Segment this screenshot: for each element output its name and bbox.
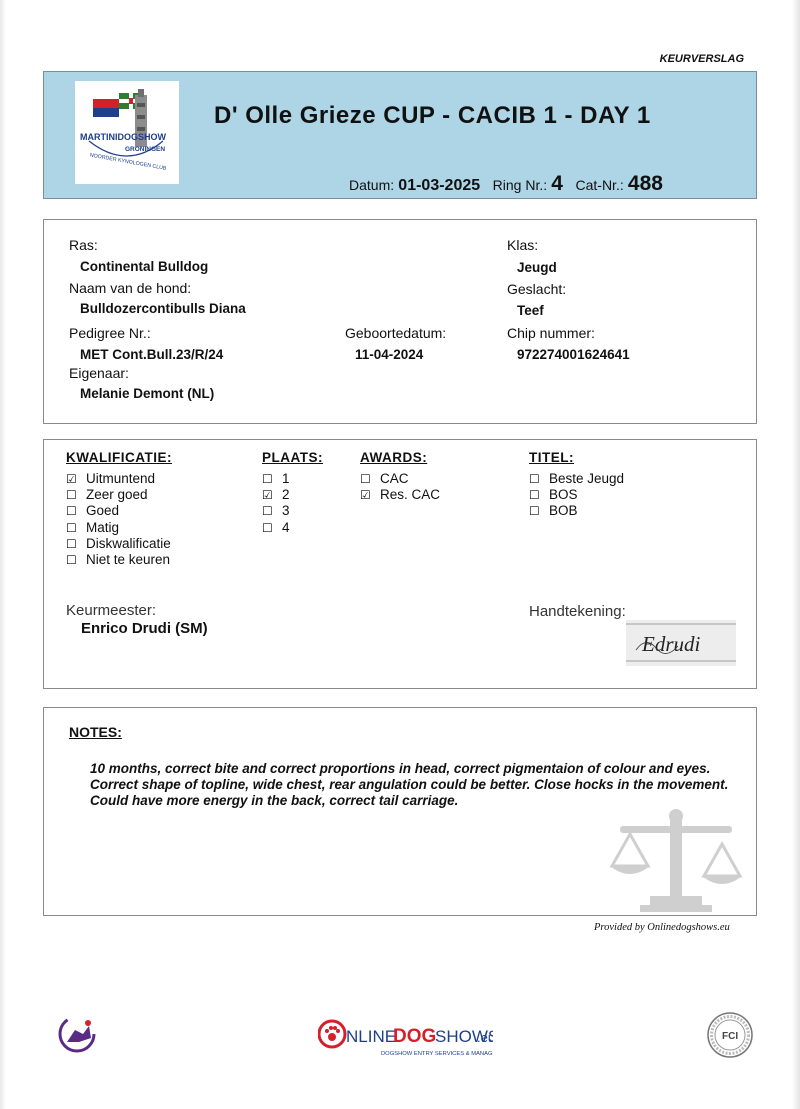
notes-section bbox=[43, 707, 757, 916]
plaats-option[interactable] bbox=[262, 487, 290, 502]
show-meta bbox=[349, 172, 663, 196]
kwalificatie-option[interactable] bbox=[66, 536, 171, 551]
checkbox-icon[interactable]: ☐ bbox=[262, 520, 273, 535]
kwalificatie-option[interactable] bbox=[66, 520, 119, 535]
ring-label: Ring Nr.: bbox=[492, 177, 548, 193]
titel-option-label: BOS bbox=[549, 487, 578, 503]
plaats-option[interactable] bbox=[262, 520, 290, 535]
titel-option-label: BOB bbox=[549, 503, 578, 519]
checkbox-icon[interactable]: ☐ bbox=[262, 504, 273, 519]
eigenaar-label: Eigenaar: bbox=[69, 365, 129, 381]
scales-of-justice-icon bbox=[610, 806, 745, 916]
plaats-option[interactable] bbox=[262, 471, 290, 486]
document-type-label: KEURVERSLAG bbox=[659, 53, 744, 65]
martini-dogshow-logo bbox=[75, 81, 179, 184]
kwalificatie-option-label: Niet te keuren bbox=[86, 552, 171, 567]
checkbox-icon[interactable]: ☐ bbox=[66, 488, 77, 503]
dog-info-section bbox=[43, 219, 757, 424]
logo-tagline: DOGSHOW ENTRY SERVICES & MANAG bbox=[381, 1051, 493, 1057]
pedigree-value: MET Cont.Bull.23/R/24 bbox=[80, 347, 224, 362]
ring-value: 4 bbox=[551, 172, 563, 195]
titel-heading: TITEL: bbox=[529, 450, 574, 465]
fci-text: FCI bbox=[722, 1031, 739, 1042]
logo-club-text: NOORDER KYNOLOGEN CLUB bbox=[89, 152, 167, 172]
kwalificatie-option[interactable] bbox=[66, 471, 155, 486]
page-edge-right bbox=[792, 0, 800, 1109]
checkbox-icon[interactable]: ☐ bbox=[529, 488, 540, 503]
kwalificatie-option-label: Matig bbox=[86, 519, 120, 535]
cat-value: 488 bbox=[627, 172, 663, 195]
award-option-label: Res. CAC bbox=[380, 487, 441, 503]
ras-label: Ras: bbox=[69, 237, 98, 253]
kwalificatie-heading: KWALIFICATIE: bbox=[66, 450, 172, 465]
logo-word-eu: .eu bbox=[477, 1030, 493, 1045]
titel-option[interactable] bbox=[529, 471, 624, 486]
dog-club-logo-icon bbox=[55, 1012, 100, 1057]
logo-word-shows: SHOWS bbox=[435, 1027, 493, 1046]
report-header bbox=[43, 71, 757, 199]
onlinedogshows-logo bbox=[318, 1018, 493, 1065]
titel-option[interactable] bbox=[529, 503, 578, 518]
keurmeester-name: Enrico Drudi (SM) bbox=[81, 620, 208, 637]
checkbox-icon[interactable]: ☐ bbox=[66, 504, 77, 519]
logo-word-dog: DOG bbox=[393, 1026, 437, 1047]
award-option[interactable] bbox=[360, 471, 409, 486]
keurmeester-label: Keurmeester: bbox=[66, 602, 157, 619]
plaats-option-label: 2 bbox=[282, 487, 290, 503]
checkbox-icon[interactable]: ☑ bbox=[66, 472, 77, 486]
geboortedatum-label: Geboortedatum: bbox=[345, 325, 447, 341]
awards-heading: AWARDS: bbox=[360, 450, 428, 465]
geboortedatum-value: 11-04-2024 bbox=[355, 347, 424, 362]
assessment-section bbox=[43, 439, 757, 689]
datum-value: 01-03-2025 bbox=[398, 177, 481, 194]
handtekening-label: Handtekening: bbox=[529, 603, 626, 620]
naam-label: Naam van de hond: bbox=[69, 280, 192, 296]
chip-label: Chip nummer: bbox=[507, 325, 595, 341]
signature-image bbox=[626, 620, 736, 666]
datum-label: Datum: bbox=[349, 177, 395, 193]
geslacht-value: Teef bbox=[517, 303, 544, 318]
logo-title-text: MARTINIDOGSHOW bbox=[80, 132, 166, 142]
klas-value: Jeugd bbox=[517, 260, 557, 275]
checkbox-icon[interactable]: ☐ bbox=[66, 553, 77, 567]
award-option[interactable] bbox=[360, 487, 440, 502]
titel-option[interactable] bbox=[529, 487, 578, 502]
kwalificatie-option-label: Goed bbox=[86, 503, 120, 519]
checkbox-icon[interactable]: ☐ bbox=[66, 520, 77, 535]
plaats-option[interactable] bbox=[262, 503, 290, 518]
checkbox-icon[interactable]: ☐ bbox=[529, 504, 540, 519]
checkbox-icon[interactable]: ☐ bbox=[262, 472, 273, 486]
award-option-label: CAC bbox=[380, 471, 409, 486]
naam-value: Bulldozercontibulls Diana bbox=[80, 301, 246, 316]
logo-word-online: NLINE bbox=[346, 1027, 397, 1046]
kwalificatie-option-label: Uitmuntend bbox=[86, 471, 156, 486]
notes-heading: NOTES: bbox=[69, 724, 122, 740]
logo-city-text: GRONINGEN bbox=[125, 146, 166, 153]
checkbox-icon[interactable]: ☐ bbox=[66, 536, 77, 551]
provided-by-text: Provided by Onlinedogshows.eu bbox=[594, 922, 730, 933]
ras-value: Continental Bulldog bbox=[80, 259, 209, 274]
kwalificatie-option-label: Diskwalificatie bbox=[86, 535, 171, 551]
cat-label: Cat-Nr.: bbox=[575, 177, 624, 193]
signature-text: Edrudi bbox=[642, 632, 701, 656]
geslacht-label: Geslacht: bbox=[507, 281, 567, 297]
kwalificatie-option[interactable] bbox=[66, 487, 148, 502]
pedigree-label: Pedigree Nr.: bbox=[69, 325, 151, 341]
checkbox-icon[interactable]: ☐ bbox=[529, 472, 540, 486]
checkbox-icon[interactable]: ☑ bbox=[262, 488, 273, 503]
checkbox-icon[interactable]: ☐ bbox=[360, 472, 371, 486]
kwalificatie-option-label: Zeer goed bbox=[86, 487, 148, 503]
titel-option-label: Beste Jeugd bbox=[549, 471, 625, 486]
eigenaar-value: Melanie Demont (NL) bbox=[80, 386, 215, 401]
plaats-option-label: 3 bbox=[282, 503, 290, 519]
kwalificatie-option[interactable] bbox=[66, 552, 170, 567]
fci-logo-icon bbox=[705, 1011, 755, 1059]
plaats-option-label: 1 bbox=[282, 471, 290, 486]
page-edge bbox=[0, 0, 6, 1109]
chip-value: 972274001624641 bbox=[517, 347, 630, 362]
plaats-heading: PLAATS: bbox=[262, 450, 323, 465]
kwalificatie-option[interactable] bbox=[66, 503, 119, 518]
checkbox-icon[interactable]: ☑ bbox=[360, 488, 371, 503]
plaats-option-label: 4 bbox=[282, 519, 290, 535]
notes-text: 10 months, correct bite and correct proportions in head, correct pigmentaion of colour and eyes. Correct shape of topline, wide chest, rear angulation could be better. Close hocks in the movement. Could have more energy in the back, correct tail carriage. bbox=[90, 761, 729, 808]
show-title: D' Olle Grieze CUP - CACIB 1 - DAY 1 bbox=[214, 102, 651, 129]
klas-label: Klas: bbox=[507, 237, 539, 253]
